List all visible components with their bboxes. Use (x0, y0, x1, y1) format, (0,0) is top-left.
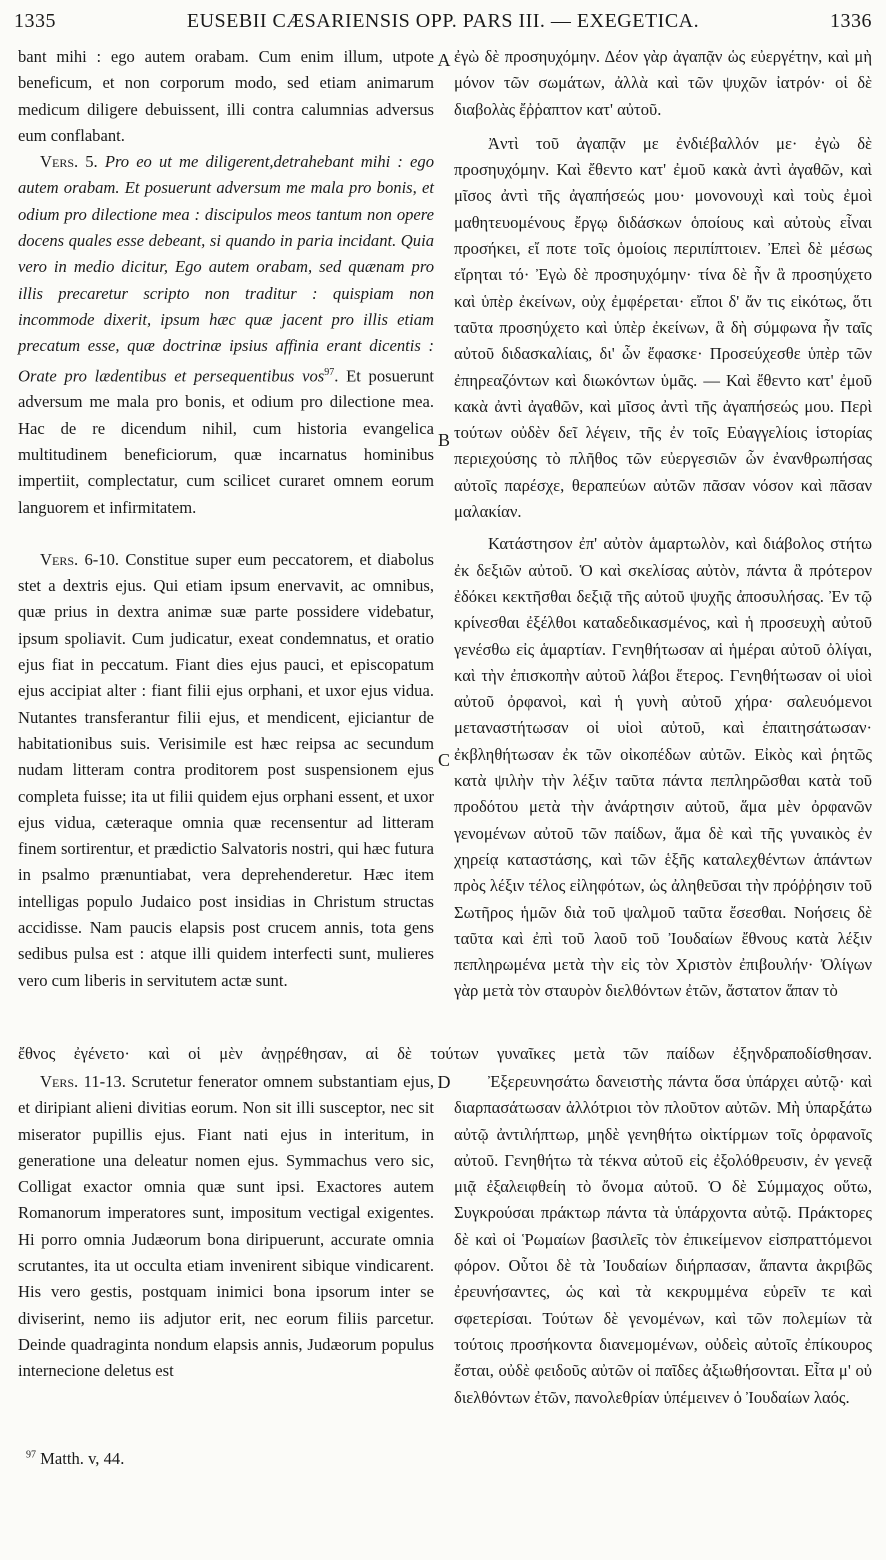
section-marker-d: D (437, 1072, 451, 1092)
latin-paragraph (18, 44, 434, 149)
greek-column-lower (454, 1069, 872, 1411)
section-marker-a: A (437, 50, 451, 70)
greek-paragraph (454, 44, 872, 123)
running-title: EUSEBII CÆSARIENSIS OPP. PARS III. — EXEGETICA. (186, 10, 700, 32)
verse-label: Vers. 11-13. (40, 1072, 126, 1091)
footnote-number: 97 (26, 1449, 36, 1461)
latin-text: Pro eo ut me diligerent,detrahebant mihi : ego autem orabam. Et posuerunt adversum me mala pro bonis, et odium pro dilectione mea : discipulos meos tantum non opere docens quales esse debeant, si quando in paria incidant. Quia vero in medio dicitur, Ego autem orabam, sed quænam pro illis precaretur scripto non traditur : quispiam non incommode dixerit, ipsum hæc quæ jacent pro illis etiam precatum esse, quæ doctrinæ ipsius affinia erant dicentis : Orate pro lædentibus et persequentibus vos (18, 152, 434, 386)
greek-paragraph (454, 131, 872, 525)
greek-paragraph (454, 1069, 872, 1411)
greek-column (454, 44, 872, 1005)
latin-text: . Et posuerunt adversum me mala pro bonis, et odium pro dilectione mea. Hac de re dicendum nihil, cum historia evangelica multitudinem beneficiorum, quæ incarnatus hominibus impertiit, complectatur, cum scilicet curaret omnem eorum languorem et infirmitatem. (18, 366, 434, 517)
footnote-ref: 97 (324, 366, 335, 378)
latin-paragraph-vers-11-13 (18, 1069, 434, 1385)
latin-paragraph-vers-6-10 (18, 547, 434, 994)
verse-label: Vers. 5. (40, 152, 98, 172)
greek-text: Ἀντὶ τοῦ ἀγαπᾷν με ἐνδιέβαλλόν με· ἐγὼ δὲ προσηυχόμην. Καὶ ἔθεντο κατ' ἐμοῦ κακὰ ἀντὶ ἀγαθῶν, καὶ μῖσος ἀντὶ τῆς ἀγαπήσεώς μου· μονονουχὶ καὶ τοὺς ἐμοὶ μαθητευομένους ἔργῳ διδάσκων ὁποίους καὶ αὐτοὺς εἶναι προσήκει, εἴ ποτε τοῖς ὁμοίοις περιπίπτοιεν. Ἐπεὶ δὲ μέσως εἴρηται τό· Ἐγὼ δὲ προσηυχόμην· τίνα δὲ ἦν ἃ προσηύχετο καὶ ὑπὲρ ἐκείνων, οὐχ ἐμφέρεται· εἴποι δ' ἄν τις εἰκότως, ὅτι ταῦτα προσηύχετο καὶ ὑπὲρ ἐκείνων, ἃ δὴ σύμφωνα ἦν ταῖς αὐτοῦ διδασκαλίαις, δι' ὧν ἔφασκε· Προσεύχεσθε ὑπὲρ τῶν ἐπηρεαζόντων καὶ διωκόντων ὑμᾶς. — Καὶ ἔθεντο κατ' ἐμοῦ κακὰ ἀντὶ ἀγαθῶν, καὶ μῖσος ἀντὶ τῆς ἀγαπήσεώς μου. Περὶ τούτων οὐδὲν δεῖ λέγειν, τῆς ἐν τοῖς Εὐαγγελίοις ἱστορίας περιεχούσης τὸ πλῆθος τῶν εὐεργεσιῶν ὧν ἐνανθρωπήσας αὐτοῖς παρέσχε, θεραπεύων αὐτῶν πᾶσαν νόσον καὶ πᾶσαν μαλακίαν. (454, 133, 872, 522)
section-marker-c: C (437, 750, 450, 770)
spanning-line: ἔθνος ἐγένετο· καὶ οἱ μὲν ἀνῃρέθησαν, αἱ δὲ τούτων γυναῖκες μετὰ τῶν παίδων ἐξηνδραποδίσθησαν. (18, 1044, 872, 1063)
verse-label: Vers. 6-10. (40, 549, 120, 569)
latin-column-lower (18, 1069, 434, 1385)
latin-paragraph-vers-5 (18, 149, 434, 521)
section-marker-b: B (437, 430, 450, 450)
footnote (26, 1449, 124, 1469)
greek-text: Κατάστησον ἐπ' αὐτὸν ἁμαρτωλὸν, καὶ διάβολος στήτω ἐκ δεξιῶν αὐτοῦ. Ὁ καὶ σκελίσας αὐτὸν, πάντα ἃ πρότερον ἐδόκει κεκτῆσθαι δεξιᾷ τῆς αὐτοῦ ψυχῆς ἀποσυλήσας. Ἐν τῷ κρίνεσθαι ἐξέλθοι καταδεδικασμένος, καὶ ἡ προσευχὴ αὐτοῦ γενέσθω εἰς ἁμαρτίαν. Γενηθήτωσαν αἱ ἡμέραι αὐτοῦ ὀλίγαι, καὶ τὴν ἐπισκοπὴν αὐτοῦ λάβοι ἕτερος. Γενηθήτωσαν οἱ υἱοὶ αὐτοῦ ὀρφανοὶ, καὶ ἡ γυνὴ αὐτοῦ χήρα· σαλευόμενοι μεταναστήτωσαν οἱ υἱοὶ αὐτοῦ, καὶ ἐπαιτησάτωσαν· ἐκβληθήτωσαν ἐκ τῶν οἰκοπέδων αὐτῶν. Εἰκὸς καὶ ῥητῶς κατὰ ψιλὴν τὴν λέξιν ταῦτα πάντα πεπληρῶσθαι κατὰ τοῦ προδότου μετὰ τὴν ἀνάρτησιν αὐτοῦ, ἅμα μὲν ὀρφανῶν γενομένων αὐτοῦ τῶν παίδων, ἅμα δὲ καὶ τῆς γυναικὸς ἐν χηρείᾳ καταστάσης, καὶ τῶν ἑξῆς καταλεχθέντων ἁπάντων πρὸς λέξιν τέλος εἰληφότων, ὡς ἀληθεῦσαι τὴν πρόῤῥησιν τοῦ Σωτῆρος ἡμῶν διὰ τοῦ ψαλμοῦ ταῦτα ἔσεσθαι. Νοήσεις δὲ ταῦτα καὶ ἐπὶ τοῦ λαοῦ τοῦ Ἰουδαίων ἔθνους κατὰ λέξιν πεπληρωμένα μετὰ τὴν εἰς τὸν Χριστὸν ἐπιβουλήν· Ὀλίγων γὰρ μετὰ τὸν σταυρὸν διελθόντων ἐτῶν, ἄστατον ἅπαν τὸ (454, 534, 872, 1001)
latin-column (18, 44, 434, 994)
latin-text: Constitue super eum peccatorem, et diabolus stet a dextris ejus. Qui etiam ipsum enervavit, ac omnibus, quæ prius in dextra animæ suæ parte possidere videbatur, ipsum spoliavit. Cum judicatur, exeat condemnatus, et oratio ejus fiat in peccatum. Fiant dies ejus pauci, et episcopatum ejus accipiat alter : fiant filii ejus orphani, et uxor ejus vidua. Nutantes transferantur filii ejus, et mendicent, ejiciantur de habitationibus suis. Verisimile est hæc reipsa ac secundum nudam litteram contra proditorem post suspensionem ejus completa fuisse; ita ut filii quidem ejus orphani essent, et uxor ejus vidua, cæteraque omnia quæ recensentur ad litteram finem sortirentur, et prædictio Salvatoris nostri, qui hæc futura in psalmo prænuntiabat, vera deprehenderetur. Hæc item intelligas populo Judaico post insidias in Christum structas accidisse. Nam paucis elapsis post crucem annis, tota gens sedibus pulsa est : atque illi quidem interfecti sunt, mulieres vero cum liberis in servitutem actæ sunt. (18, 549, 434, 990)
page-number-left: 1335 (14, 10, 56, 32)
page-header (14, 10, 872, 40)
page-number-right: 1336 (830, 10, 872, 32)
latin-text: bant mihi : ego autem orabam. Cum enim illum, utpote beneficum, et non corporum modo, sed etiam animarum medicum diligere debuissent, illi contra calumnias adversus eum conflabant. (18, 47, 434, 145)
latin-text: Scrutetur fenerator omnem substantiam ejus, et diripiant alieni divitias eorum. Non sit illi susceptor, nec sit miserator pupillis ejus. Fiant nati ejus in interitum, in generatione una deleatur nomen ejus. Symmachus vero sic, Colligat exactor omnia quæ sunt ipsi. Exactores autem Romanorum imperatores sunt, impositum vectigal exigentes. Hi porro omnia Judæorum bona diripuerunt, accurate omnia scrutantes, ita ut occulta etiam invenirent sibique vindicarent. His vero gestis, postquam inimici bona ipsorum inter se diviserint, nemo iis adjutor erit, nec eorum filiis parcetur. Deinde quadraginta nondum elapsis annis, Judæorum populus internecione deletus est (18, 1072, 434, 1381)
greek-text: ἐγὼ δὲ προσηυχόμην. Δέον γὰρ ἀγαπᾷν ὡς εὐεργέτην, καὶ μὴ μόνον τῶν σωμάτων, ἀλλὰ καὶ τῶν ψυχῶν ἰατρόν· οἱ δὲ διαβολὰς ἔῤῥαπτον κατ' αὐτοῦ. (454, 47, 872, 119)
greek-paragraph (454, 531, 872, 1004)
greek-text: Ἐξερευνησάτω δανειστὴς πάντα ὅσα ὑπάρχει αὐτῷ· καὶ διαρπασάτωσαν ἀλλότριοι τὸν πλοῦτον αὐτῶν. Μὴ ὑπαρξάτω αὐτῷ ἀντιλήπτωρ, μηδὲ γενηθήτω οἰκτίρμων τοῖς ὀρφανοῖς αὐτοῦ. Γενηθήτω τὰ τέκνα αὐτοῦ εἰς ἐξολόθρευσιν, ἐν γενεᾷ μιᾷ ἐξαλειφθείη τὸ ὄνομα αὐτοῦ. Ὁ δὲ Σύμμαχος οὕτω, Συγκρούσαι πράκτωρ πάντα τὰ ὑπάρχοντα αὐτῷ. Πράκτορες δὲ καὶ οἱ Ῥωμαίων βασιλεῖς τὸν ἐπικείμενον εἰσπραττόμενοι φόρον. Οὗτοι δὲ τὰ Ἰουδαίων διήρπασαν, ἅπαντα ἀκριβῶς ἐρευνήσαντες, ὡς καὶ τὰ κεκρυμμένα εὑρεῖν τε καὶ σφετερίσαι. Τούτων δὲ γενομένων, καὶ τῶν πολεμίων τὰ τούτοις προσήκοντα διανεμομένων, οὐδεὶς αὐτοῖς ἐπίκουρος ἔσται, οὐδὲ φειδοῦς αὐτῶν οἱ παῖδες ἀξιωθήσονται. Εἶτα μ' οὐ διελθόντων ἐτῶν, πανολεθρίαν ὑπέμεινεν ὁ Ἰουδαίων λαός. (454, 1072, 872, 1407)
footnote-text: Matth. v, 44. (40, 1449, 125, 1468)
